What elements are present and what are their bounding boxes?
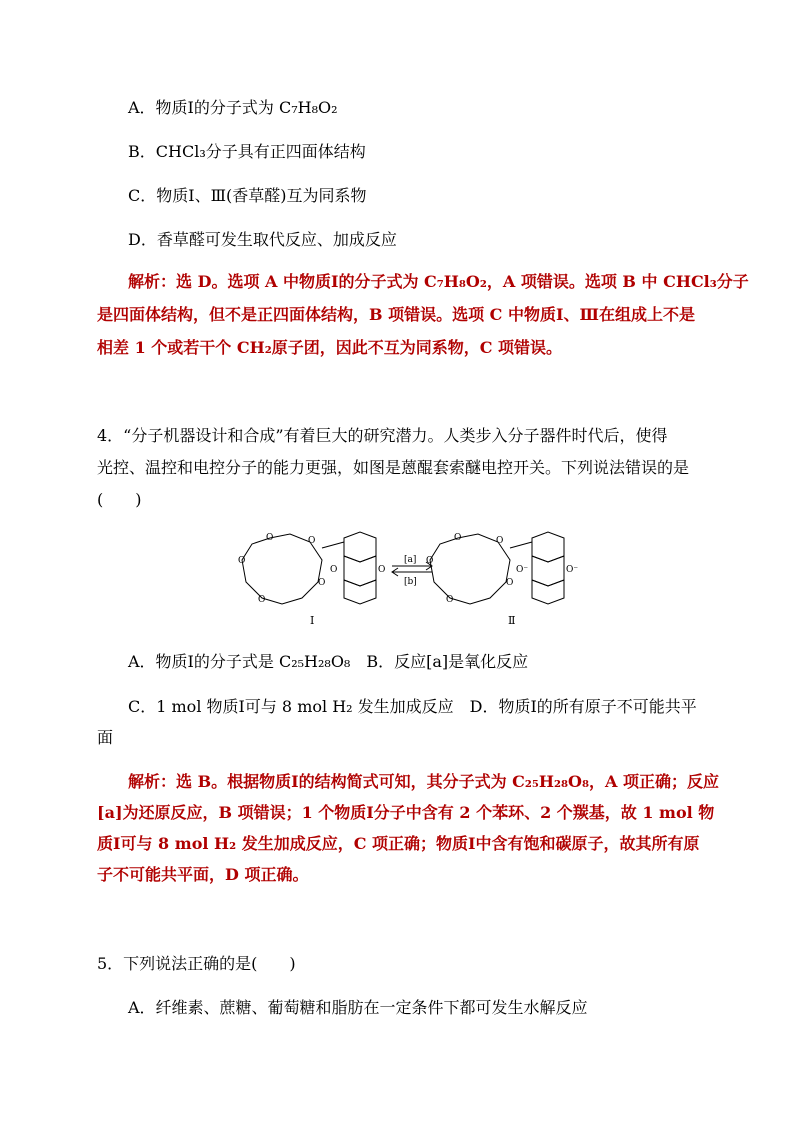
q3-option-c: C．物质Ⅰ、Ⅲ(香草醛)互为同系物 xyxy=(128,186,367,205)
q4-options-ab: A．物质Ⅰ的分子式是 C₂₅H₂₈O₈ B．反应[a]是氧化反应 xyxy=(128,652,529,671)
q4-stem-line-3: ( ) xyxy=(97,490,142,509)
q5-option-a: A．纤维素、蔗糖、葡萄糖和脂肪在一定条件下都可发生水解反应 xyxy=(128,998,588,1017)
oxygen-atom-label: O xyxy=(308,536,316,546)
oxygen-atom-label: O xyxy=(446,595,454,605)
oxide-anion-label: O⁻ xyxy=(566,565,579,575)
oxygen-atom-label: O xyxy=(506,578,514,588)
q4-analysis-line-4: 子不可能共平面，D 项正确。 xyxy=(97,865,309,884)
oxygen-atom-label: O xyxy=(266,533,274,543)
arrow-label-b: [b] xyxy=(404,577,417,587)
q3-option-d: D．香草醛可发生取代反应、加成反应 xyxy=(128,230,397,249)
compound-label-i: Ⅰ xyxy=(310,614,315,627)
oxygen-atom-label: O xyxy=(318,578,326,588)
q4-analysis-line-2: [a]为还原反应，B 项错误；1 个物质Ⅰ分子中含有 2 个苯环、2 个羰基，故 1 mol 物 xyxy=(97,803,715,822)
oxygen-atom-label: O xyxy=(426,556,434,566)
q4-options-cd-line-2: 面 xyxy=(97,728,114,747)
benzene-ring-lower-right xyxy=(532,580,564,604)
linker-left xyxy=(322,542,344,548)
oxide-anion-label: O⁻ xyxy=(516,565,529,575)
oxygen-atom-label: O xyxy=(378,565,386,575)
q4-analysis-line-1: 解析：选 B。根据物质Ⅰ的结构简式可知，其分子式为 C₂₅H₂₈O₈，A 项正确；反应 xyxy=(128,772,719,791)
q4-stem-line-1: 4．“分子机器设计和合成”有着巨大的研究潜力。人类步入分子器件时代后，使得 xyxy=(97,426,668,445)
q4-options-cd-line-1: C．1 mol 物质Ⅰ可与 8 mol H₂ 发生加成反应 D．物质Ⅰ的所有原子不可能共平 xyxy=(128,697,697,716)
q3-option-b: B．CHCl₃分子具有正四面体结构 xyxy=(128,142,366,161)
q5-stem: 5．下列说法正确的是( ) xyxy=(97,954,296,973)
oxygen-atom-label: O xyxy=(238,556,246,566)
compound-label-ii: Ⅱ xyxy=(508,614,516,627)
q3-option-a: A．物质Ⅰ的分子式为 C₇H₈O₂ xyxy=(128,98,338,117)
oxygen-atom-label: O xyxy=(330,565,338,575)
q3-analysis-line-1: 解析：选 D。选项 A 中物质Ⅰ的分子式为 C₇H₈O₂，A 项错误。选项 B 中 CHCl₃分子 xyxy=(128,272,749,291)
anthraquinone-switch-figure xyxy=(232,528,598,628)
arrow-label-a: [a] xyxy=(404,555,417,565)
oxygen-atom-label: O xyxy=(454,533,462,543)
q4-stem-line-2: 光控、温控和电控分子的能力更强，如图是蒽醌套索醚电控开关。下列说法错误的是 xyxy=(97,458,690,477)
oxygen-atom-label: O xyxy=(258,595,266,605)
oxygen-atom-label: O xyxy=(496,536,504,546)
q3-analysis-line-3: 相差 1 个或若干个 CH₂原子团，因此不互为同系物，C 项错误。 xyxy=(97,338,563,357)
benzene-ring-lower-left xyxy=(344,580,376,604)
linker-right xyxy=(510,542,532,548)
q4-analysis-line-3: 质Ⅰ可与 8 mol H₂ 发生加成反应，C 项正确；物质Ⅰ中含有饱和碳原子，故其所有原 xyxy=(97,834,700,853)
q3-analysis-line-2: 是四面体结构，但不是正四面体结构，B 项错误。选项 C 中物质Ⅰ、Ⅲ在组成上不是 xyxy=(97,305,695,324)
